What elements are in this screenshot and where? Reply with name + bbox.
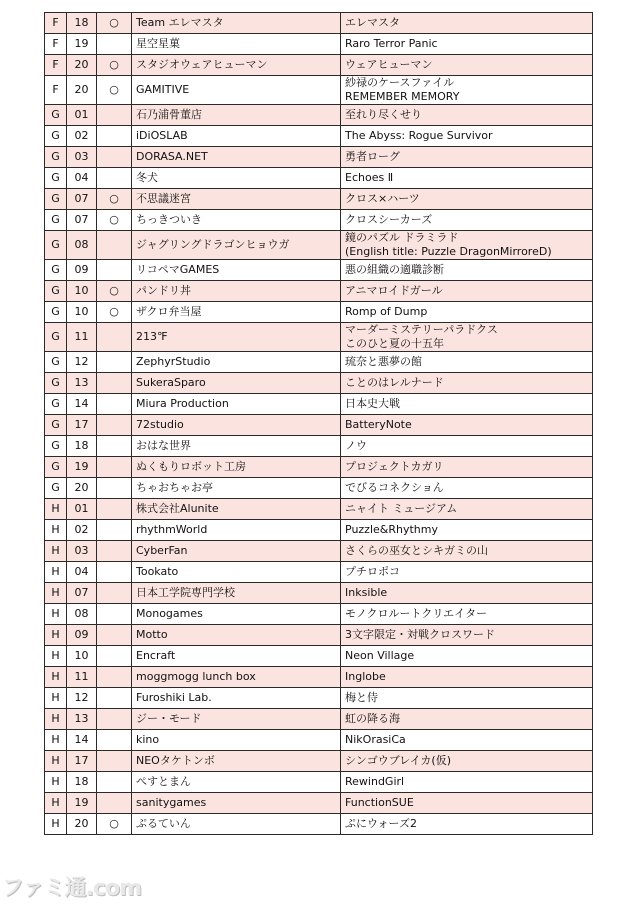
game-title-cell <box>341 562 593 583</box>
table-row <box>45 583 593 604</box>
table-row <box>45 499 593 520</box>
game-title-line: このひと夏の十五年 <box>345 337 444 350</box>
booth-number-cell: 07 <box>67 583 97 604</box>
table-row <box>45 189 593 210</box>
exhibitor-name-cell: rhythmWorld <box>132 520 341 541</box>
game-title-cell <box>341 302 593 323</box>
booth-area-cell: H <box>45 625 67 646</box>
booth-number-cell: 02 <box>67 520 97 541</box>
booth-area-cell: H <box>45 793 67 814</box>
table-row <box>45 751 593 772</box>
booth-area-cell: G <box>45 231 67 260</box>
exhibitor-name-cell: Furoshiki Lab. <box>132 688 341 709</box>
exhibitor-name-cell: ぺすとまん <box>132 772 341 793</box>
booth-number-cell: 14 <box>67 394 97 415</box>
exhibitor-name-cell: Monogames <box>132 604 341 625</box>
mark-cell <box>97 604 132 625</box>
game-title-cell <box>341 751 593 772</box>
booth-area-cell: H <box>45 604 67 625</box>
booth-number-cell: 18 <box>67 13 97 34</box>
mark-cell: ○ <box>97 814 132 835</box>
mark-cell <box>97 394 132 415</box>
booth-number-cell: 19 <box>67 793 97 814</box>
mark-cell: ○ <box>97 302 132 323</box>
exhibitor-name-cell: Tookato <box>132 562 341 583</box>
table-row <box>45 373 593 394</box>
exhibitor-name-cell: スタジオウェアヒューマン <box>132 55 341 76</box>
mark-cell <box>97 583 132 604</box>
game-title-line: ノウ <box>345 439 367 452</box>
booth-number-cell: 20 <box>67 76 97 105</box>
exhibitor-table <box>44 12 593 835</box>
mark-cell: ○ <box>97 210 132 231</box>
game-title-cell <box>341 231 593 260</box>
exhibitor-name-cell: SukeraSparo <box>132 373 341 394</box>
game-title-cell <box>341 499 593 520</box>
table-row <box>45 562 593 583</box>
game-title-cell <box>341 457 593 478</box>
game-title-line: マーダーミステリーパラドクス <box>345 323 498 336</box>
game-title-line: 鏡のパズル ドラミラド <box>345 231 459 244</box>
mark-cell <box>97 436 132 457</box>
exhibitor-name-cell: Team エレマスタ <box>132 13 341 34</box>
game-title-line: Echoes Ⅱ <box>345 171 394 184</box>
mark-cell: ○ <box>97 281 132 302</box>
booth-number-cell: 04 <box>67 562 97 583</box>
table-row <box>45 436 593 457</box>
booth-area-cell: G <box>45 302 67 323</box>
exhibitor-name-cell: ZephyrStudio <box>132 352 341 373</box>
game-title-cell <box>341 126 593 147</box>
game-title-cell <box>341 436 593 457</box>
booth-number-cell: 01 <box>67 499 97 520</box>
exhibitor-name-cell: ぬくもりロボット工房 <box>132 457 341 478</box>
game-title-line: クロス×ハーツ <box>345 192 420 205</box>
mark-cell <box>97 646 132 667</box>
booth-area-cell: G <box>45 436 67 457</box>
game-title-line: BatteryNote <box>345 418 412 431</box>
booth-number-cell: 09 <box>67 260 97 281</box>
table-row <box>45 646 593 667</box>
booth-number-cell: 02 <box>67 126 97 147</box>
table-row <box>45 478 593 499</box>
game-title-line: 虹の降る海 <box>345 712 400 725</box>
booth-number-cell: 17 <box>67 751 97 772</box>
game-title-cell <box>341 541 593 562</box>
booth-area-cell: G <box>45 210 67 231</box>
table-row <box>45 76 593 105</box>
exhibitor-name-cell: GAMITIVE <box>132 76 341 105</box>
table-row <box>45 520 593 541</box>
game-title-cell <box>341 772 593 793</box>
booth-area-cell: F <box>45 13 67 34</box>
famitsu-logo: ファミ通.com <box>2 876 141 901</box>
game-title-line: ウェアヒューマン <box>345 58 433 71</box>
table-row <box>45 772 593 793</box>
exhibitor-name-cell: Motto <box>132 625 341 646</box>
exhibitor-name-cell: ぷるていん <box>132 814 341 835</box>
mark-cell <box>97 667 132 688</box>
game-title-cell <box>341 373 593 394</box>
mark-cell <box>97 730 132 751</box>
game-title-line: The Abyss: Rogue Survivor <box>345 129 493 142</box>
table-row <box>45 457 593 478</box>
table-row <box>45 13 593 34</box>
game-title-line: 3文字限定・対戦クロスワード <box>345 628 495 641</box>
game-title-cell <box>341 394 593 415</box>
game-title-line: プチロポコ <box>345 565 400 578</box>
booth-number-cell: 10 <box>67 646 97 667</box>
game-title-cell <box>341 189 593 210</box>
game-title-cell <box>341 814 593 835</box>
game-title-line: クロスシーカーズ <box>345 213 433 226</box>
game-title-cell <box>341 730 593 751</box>
exhibitor-name-cell: DORASA.NET <box>132 147 341 168</box>
exhibitor-name-cell: 72studio <box>132 415 341 436</box>
booth-number-cell: 12 <box>67 352 97 373</box>
game-title-line: FunctionSUE <box>345 796 414 809</box>
game-title-cell <box>341 415 593 436</box>
game-title-cell <box>341 76 593 105</box>
booth-number-cell: 03 <box>67 541 97 562</box>
booth-area-cell: H <box>45 646 67 667</box>
game-title-cell <box>341 478 593 499</box>
mark-cell <box>97 478 132 499</box>
booth-area-cell: G <box>45 352 67 373</box>
game-title-line: シンゴウブレイカ(仮) <box>345 754 451 767</box>
mark-cell <box>97 709 132 730</box>
booth-area-cell: G <box>45 168 67 189</box>
booth-area-cell: H <box>45 772 67 793</box>
booth-number-cell: 08 <box>67 231 97 260</box>
booth-area-cell: H <box>45 814 67 835</box>
booth-number-cell: 08 <box>67 604 97 625</box>
game-title-line: 勇者ローグ <box>345 150 400 163</box>
booth-number-cell: 11 <box>67 323 97 352</box>
game-title-line: 悪の組織の適職診断 <box>345 263 444 276</box>
exhibitor-name-cell: 日本工学院専門学校 <box>132 583 341 604</box>
exhibitor-name-cell: kino <box>132 730 341 751</box>
mark-cell <box>97 323 132 352</box>
game-title-cell <box>341 147 593 168</box>
booth-area-cell: G <box>45 126 67 147</box>
mark-cell <box>97 625 132 646</box>
mark-cell <box>97 751 132 772</box>
booth-number-cell: 11 <box>67 667 97 688</box>
exhibitor-name-cell: 冬犬 <box>132 168 341 189</box>
booth-area-cell: H <box>45 667 67 688</box>
game-title-line: Neon Village <box>345 649 415 662</box>
exhibitor-name-cell: CyberFan <box>132 541 341 562</box>
table-row <box>45 281 593 302</box>
game-title-line: 日本史大戦 <box>345 397 400 410</box>
mark-cell <box>97 260 132 281</box>
booth-area-cell: F <box>45 55 67 76</box>
booth-number-cell: 20 <box>67 55 97 76</box>
booth-area-cell: G <box>45 394 67 415</box>
game-title-line: プロジェクトカガリ <box>345 460 444 473</box>
booth-area-cell: G <box>45 415 67 436</box>
game-title-line: ぷにウォーズ2 <box>345 817 418 830</box>
game-title-line: Romp of Dump <box>345 305 428 318</box>
mark-cell <box>97 562 132 583</box>
exhibitor-name-cell: ジー・モード <box>132 709 341 730</box>
booth-area-cell: G <box>45 281 67 302</box>
game-title-cell <box>341 709 593 730</box>
game-title-cell <box>341 323 593 352</box>
game-title-line: Raro Terror Panic <box>345 37 438 50</box>
mark-cell: ○ <box>97 55 132 76</box>
exhibitor-name-cell: Miura Production <box>132 394 341 415</box>
mark-cell <box>97 147 132 168</box>
game-title-line: NikOrasiCa <box>345 733 406 746</box>
exhibitor-name-cell: ちっきついき <box>132 210 341 231</box>
table-row <box>45 541 593 562</box>
booth-area-cell: G <box>45 147 67 168</box>
mark-cell <box>97 352 132 373</box>
table-row <box>45 260 593 281</box>
mark-cell: ○ <box>97 76 132 105</box>
table-row <box>45 688 593 709</box>
game-title-line: モノクロルートクリエイター <box>345 607 488 620</box>
booth-number-cell: 13 <box>67 373 97 394</box>
game-title-cell <box>341 260 593 281</box>
table-row <box>45 231 593 260</box>
mark-cell <box>97 520 132 541</box>
booth-number-cell: 19 <box>67 34 97 55</box>
game-title-line: 至れり尽くせり <box>345 108 422 121</box>
booth-number-cell: 20 <box>67 814 97 835</box>
exhibitor-name-cell: ザクロ弁当屋 <box>132 302 341 323</box>
booth-number-cell: 19 <box>67 457 97 478</box>
game-title-line: 琉奈と悪夢の館 <box>345 355 422 368</box>
table-row <box>45 394 593 415</box>
mark-cell <box>97 793 132 814</box>
game-title-line: ニャイト ミュージアム <box>345 502 458 515</box>
mark-cell <box>97 231 132 260</box>
exhibitor-name-cell: NEOタケトンボ <box>132 751 341 772</box>
game-title-line: ことのはレルナード <box>345 376 444 389</box>
exhibitor-name-cell: ジャグリングドラゴンヒョウガ <box>132 231 341 260</box>
exhibitor-name-cell: moggmogg lunch box <box>132 667 341 688</box>
booth-area-cell: H <box>45 730 67 751</box>
table-row <box>45 168 593 189</box>
exhibitor-name-cell: 不思議迷宮 <box>132 189 341 210</box>
mark-cell <box>97 457 132 478</box>
exhibitor-name-cell: パンドリ丼 <box>132 281 341 302</box>
booth-number-cell: 18 <box>67 772 97 793</box>
game-title-cell <box>341 688 593 709</box>
booth-number-cell: 10 <box>67 302 97 323</box>
table-row <box>45 625 593 646</box>
game-title-line: Inglobe <box>345 670 386 683</box>
booth-number-cell: 04 <box>67 168 97 189</box>
table-row <box>45 730 593 751</box>
booth-number-cell: 18 <box>67 436 97 457</box>
mark-cell <box>97 373 132 394</box>
game-title-line: REMEMBER MEMORY <box>345 90 460 103</box>
table-row <box>45 323 593 352</box>
game-title-cell <box>341 281 593 302</box>
table-row <box>45 667 593 688</box>
mark-cell: ○ <box>97 13 132 34</box>
exhibitor-name-cell: Encraft <box>132 646 341 667</box>
mark-cell <box>97 499 132 520</box>
game-title-cell <box>341 604 593 625</box>
game-title-cell <box>341 210 593 231</box>
booth-number-cell: 01 <box>67 105 97 126</box>
booth-number-cell: 03 <box>67 147 97 168</box>
booth-number-cell: 09 <box>67 625 97 646</box>
booth-number-cell: 13 <box>67 709 97 730</box>
game-title-line: 紗禄のケースファイル <box>345 76 455 89</box>
table-row <box>45 709 593 730</box>
booth-area-cell: H <box>45 751 67 772</box>
mark-cell: ○ <box>97 189 132 210</box>
booth-area-cell: G <box>45 189 67 210</box>
booth-area-cell: H <box>45 688 67 709</box>
booth-area-cell: G <box>45 478 67 499</box>
exhibitor-name-cell: iDiOSLAB <box>132 126 341 147</box>
game-title-line: さくらの巫女とシキガミの山 <box>345 544 488 557</box>
game-title-line: アニマロイドガール <box>345 284 443 297</box>
booth-area-cell: H <box>45 562 67 583</box>
table-row <box>45 302 593 323</box>
game-title-cell <box>341 583 593 604</box>
exhibitor-name-cell: sanitygames <box>132 793 341 814</box>
booth-area-cell: H <box>45 583 67 604</box>
booth-number-cell: 10 <box>67 281 97 302</box>
mark-cell <box>97 415 132 436</box>
game-title-line: でびるコネクショん <box>345 481 444 494</box>
game-title-line: 梅と侍 <box>345 691 378 704</box>
booth-area-cell: H <box>45 541 67 562</box>
booth-area-cell: F <box>45 76 67 105</box>
booth-area-cell: G <box>45 323 67 352</box>
table-row <box>45 352 593 373</box>
booth-area-cell: H <box>45 499 67 520</box>
mark-cell <box>97 105 132 126</box>
booth-area-cell: F <box>45 34 67 55</box>
booth-area-cell: G <box>45 373 67 394</box>
game-title-cell <box>341 34 593 55</box>
table-row <box>45 210 593 231</box>
game-title-cell <box>341 625 593 646</box>
table-row <box>45 126 593 147</box>
game-title-cell <box>341 13 593 34</box>
table-row <box>45 793 593 814</box>
game-title-line: エレマスタ <box>345 16 400 29</box>
table-row <box>45 814 593 835</box>
game-title-cell <box>341 352 593 373</box>
booth-number-cell: 07 <box>67 189 97 210</box>
mark-cell <box>97 126 132 147</box>
booth-number-cell: 14 <box>67 730 97 751</box>
table-row <box>45 105 593 126</box>
game-title-cell <box>341 105 593 126</box>
mark-cell <box>97 168 132 189</box>
mark-cell <box>97 688 132 709</box>
exhibitor-table-body <box>45 13 593 835</box>
exhibitor-name-cell: リコペマGAMES <box>132 260 341 281</box>
game-title-line: RewindGirl <box>345 775 405 788</box>
table-row <box>45 604 593 625</box>
game-title-cell <box>341 520 593 541</box>
game-title-line: (English title: Puzzle DragonMirroreD) <box>345 245 552 258</box>
game-title-cell <box>341 168 593 189</box>
exhibitor-name-cell: 星空星菓 <box>132 34 341 55</box>
booth-number-cell: 12 <box>67 688 97 709</box>
booth-number-cell: 17 <box>67 415 97 436</box>
game-title-cell <box>341 793 593 814</box>
table-row <box>45 415 593 436</box>
booth-area-cell: H <box>45 520 67 541</box>
exhibitor-name-cell: 株式会社Alunite <box>132 499 341 520</box>
game-title-cell <box>341 55 593 76</box>
booth-area-cell: G <box>45 260 67 281</box>
booth-number-cell: 07 <box>67 210 97 231</box>
table-row <box>45 147 593 168</box>
game-title-line: Puzzle&Rhythmy <box>345 523 438 536</box>
exhibitor-name-cell: 213℉ <box>132 323 341 352</box>
game-title-cell <box>341 646 593 667</box>
mark-cell <box>97 772 132 793</box>
exhibitor-name-cell: おはな世界 <box>132 436 341 457</box>
booth-area-cell: G <box>45 105 67 126</box>
game-title-line: Inksible <box>345 586 388 599</box>
mark-cell <box>97 541 132 562</box>
table-row <box>45 55 593 76</box>
mark-cell <box>97 34 132 55</box>
game-title-cell <box>341 667 593 688</box>
booth-number-cell: 20 <box>67 478 97 499</box>
exhibitor-name-cell: ちゃおちゃお亭 <box>132 478 341 499</box>
exhibitor-name-cell: 石乃浦骨董店 <box>132 105 341 126</box>
booth-area-cell: G <box>45 457 67 478</box>
table-row <box>45 34 593 55</box>
booth-area-cell: H <box>45 709 67 730</box>
